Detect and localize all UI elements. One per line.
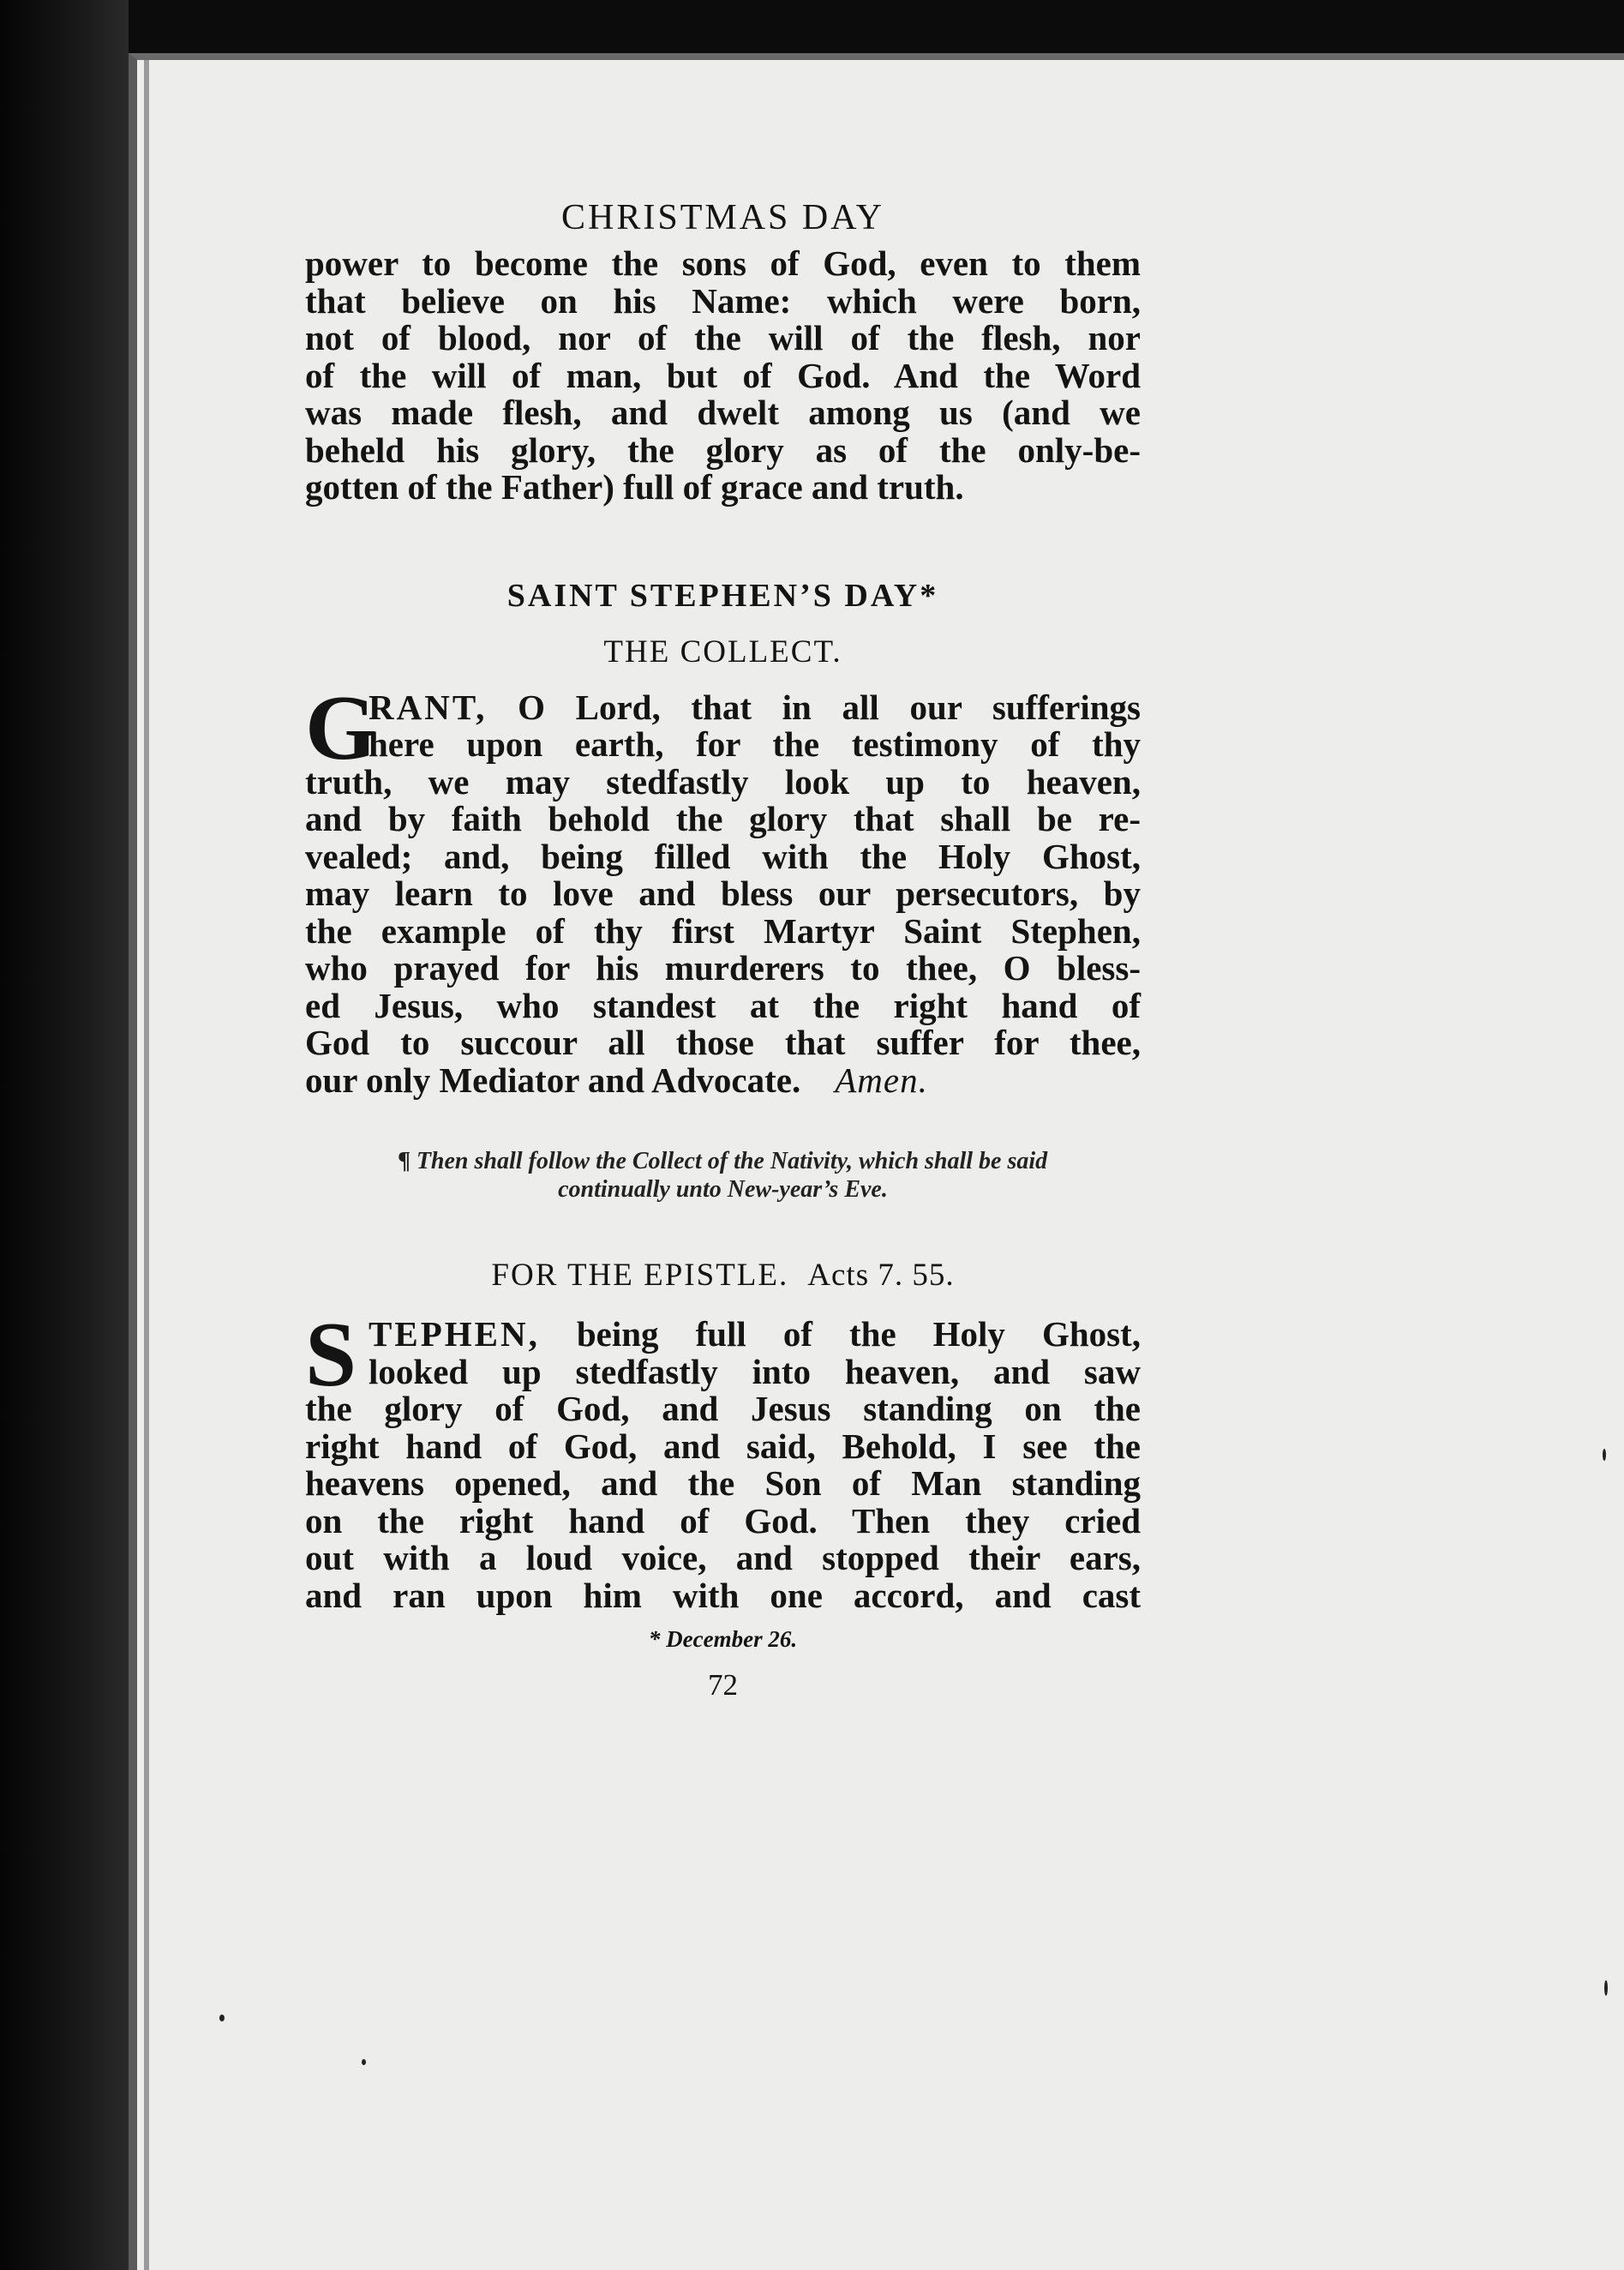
rubric — [305, 1147, 1141, 1204]
collect-heading: THE COLLECT. — [603, 634, 842, 670]
text-line: of the will of man, but of God. And the Word — [305, 355, 1141, 395]
drop-cap: S — [305, 1304, 357, 1406]
page-number: 72 — [708, 1668, 738, 1702]
rubric-line: ¶ Then shall follow the Collect of the Nativity, which shall be said — [398, 1148, 1048, 1174]
text-line: power to become the sons of God, even to them — [305, 243, 1141, 283]
collect-text — [305, 676, 1141, 1100]
footnote: * December 26. — [648, 1626, 798, 1652]
epistle-heading — [305, 1257, 1141, 1294]
text-fragment: being full of the Holy Ghost, — [576, 1314, 1141, 1354]
gospel-continuation — [305, 245, 1141, 507]
text-line: and ran upon him with one accord, and cast — [305, 1575, 1141, 1615]
text-line: out with a loud voice, and stopped their ears, — [305, 1538, 1141, 1577]
text-line: here upon earth, for the testimony of thy — [369, 724, 1141, 764]
scan-left-margin — [0, 0, 129, 2270]
feast-heading: SAINT STEPHEN’S DAY* — [506, 577, 939, 614]
text-line: the glory of God, and Jesus standing on the — [305, 1389, 1141, 1428]
first-word: RANT, — [369, 687, 488, 727]
text-fragment: O Lord, that in all our sufferings — [518, 687, 1141, 727]
text-line: right hand of God, and said, Behold, I see the — [305, 1426, 1141, 1466]
text-line: that believe on his Name: which were born, — [305, 280, 1141, 321]
amen: Amen. — [835, 1060, 928, 1100]
first-word: TEPHEN, — [369, 1314, 540, 1354]
text-line: was made flesh, and dwelt among us (and we — [305, 393, 1141, 432]
text-line: God to succour all those that suffer for thee, — [305, 1023, 1141, 1062]
text-line — [305, 1062, 1141, 1100]
text-line: heavens opened, and the Son of Man standing — [305, 1463, 1141, 1503]
epistle-text — [305, 1304, 1141, 1615]
text-line: and by faith behold the glory that shall be re- — [305, 799, 1141, 838]
running-head: CHRISTMAS DAY — [560, 198, 885, 237]
text-line: may learn to love and bless our persecutors, by — [305, 874, 1141, 913]
text-line: truth, we may stedfastly look up to heaven, — [305, 761, 1141, 802]
text-line: not of blood, nor of the will of the flesh, nor — [305, 318, 1141, 357]
text-line — [305, 689, 1141, 727]
text-line: who prayed for his murderers to thee, O bless- — [305, 948, 1141, 988]
text-line: the example of thy first Martyr Saint Stephen, — [305, 910, 1141, 951]
text-line: vealed; and, being filled with the Holy Ghost, — [305, 836, 1141, 876]
text-line: ed Jesus, who standest at the right hand of — [305, 985, 1141, 1025]
epistle-label: FOR THE EPISTLE. — [491, 1258, 789, 1293]
scan-speck — [1603, 1449, 1606, 1461]
epistle-reference: Acts 7. 55. — [807, 1258, 955, 1293]
scan-speck — [1604, 1980, 1608, 1996]
scan-speck — [219, 2015, 225, 2021]
rubric-line: continually unto New-year’s Eve. — [558, 1176, 888, 1203]
text-line: looked up stedfastly into heaven, and saw — [369, 1351, 1141, 1391]
text-line: on the right hand of God. Then they cried — [305, 1500, 1141, 1540]
text-line: gotten of the Father) full of grace and truth. — [305, 467, 964, 507]
text-fragment: our only Mediator and Advocate. — [305, 1060, 801, 1100]
text-line: beheld his glory, the glory as of the only-be- — [305, 429, 1141, 470]
page-text — [305, 197, 1141, 1702]
scan-speck — [362, 2059, 366, 2065]
text-line — [305, 1316, 1141, 1354]
drop-cap: G — [305, 676, 378, 779]
